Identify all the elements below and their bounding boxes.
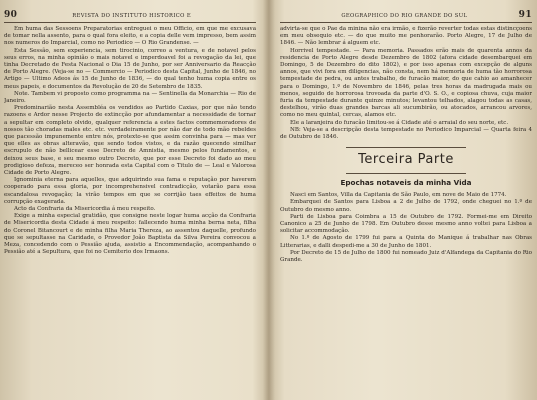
paragraph: Acto da Confraria da Misericordia á meu respeito.	[14, 206, 156, 213]
right-running-head: GEOGRAPHICO DO RIO GRANDE DO SUL	[341, 13, 468, 19]
right-page-number: 91	[518, 10, 532, 20]
paragraph: advirta-se que o Pae da minina não era irmão, e fizerão reverter todas estas distincçoens em meu obsequio etc. — do que muito me penhorarão. Porto Alegre, 17 de Julho de 1846. — Não lembrar á alguem etc.	[280, 26, 532, 47]
left-page-body	[4, 26, 256, 257]
paragraph: Nasci em Santos, Villa da Capitania de São Paulo, em nove de Maio de 1774.	[290, 192, 507, 199]
paragraph: Em huma das Sessoens Preparatorias entreguei o meu Officio, em que me excusava de tomar nella assento, para o qual fora eleito, e a copia delle vem impresso, bem assim nos numeros do Imparcial, como no Periodico — O Rio Grandense. —	[4, 26, 256, 47]
section-divider	[346, 147, 466, 148]
section-divider	[346, 173, 466, 174]
paragraph: Predominarião nesta Assembléa os vendidos ao Partido Caxias, por que não tendo razoens e Ardor nesse Projecto de extincção por afundamentar a necessidade de tornar a sepultar em completo olvido, qualquer referencia a estes factos commemoradores de nossos tão choradas males etc. etc. verdadeiramente por não dar de todo mão rebeldes que pacessão impunemente entre nós, protexto-se que assim convinha para — mas ver que elles as obras alteravão, que sendo todos vistos, e da razão quecendo similhar escrupulo de não bellicear esse Decreto de Amnistia, mesmo pelos fundamentos, e deixou seus base, e seu mesmo outro Decreto, que por esse Decreto foi dado ao meu prodigioso defeza, mereceo ser honrada esta Capital com o Titulo de — Leal e Valorosa Cidade de Porto Alegre.	[4, 105, 256, 177]
right-page-body	[280, 26, 532, 264]
paragraph: Exige a minha especial gratidão, que consigne neste logar huma acção da Confraria de Misericordia desta Cidade á meu respeito: fallecendo huma minha berna neta, filha do Coronel Bitancourt e de minha filha Maria Thereza, ao assentou daquelle, profundo que se sepultasse na Caridade, o Provedor João Baptista da Silva Pereira convocou a Meza, concedendo com o Pessião ajuda, assistio a Encommendação, acompanhando o Pessião até a Sepultura, que foi no Cemiterio dos Irmaons.	[4, 213, 256, 256]
paragraph: Parti de Lisboa para Coimbra a 15 de Outubro de 1792. Formei-me em Direito Canonico a 25 de Junho de 1798. Em Outubro desse mesmo anno voltei para Lisboa a solicitar accommodação.	[280, 213, 532, 235]
paragraph: No 1.º de Agosto de 1799 fui para a Quinta do Manique á trabalhar nas Obras Litterarias, e dalli despedi-me a 30 de Junho de 1801.	[280, 235, 532, 249]
book-gutter	[263, 0, 275, 400]
left-page-number: 90	[4, 10, 18, 20]
paragraph: Horrivel tempestade. — Para memoria. Passados erão mais de quarenta annos da residencia de Porto Alegre desde Dezembro de 1802 (afora cidade desembarquei em Domingo, 5 de Dezembro do dito 1802), e por isso apenas com excepção de alguns annos, que vivi fora em diligencias, não consta, nem há memoria de huma tão horrorosa tempestade de pedra, ou antes trabalho, de furacão maior, do que cahio ao amanhecer para o Domingo, 1.º de Novembro de 1846, pelas tres horas da madrugada mais ou menos, seguido de horrorosa trovoada da parte d'O. S. O., e copiosa chuva, cuja maior furia da tempestade durante quinze minutos; levantou telhados, alagou todas as casas, destelhou, virão duas grandes barcas ali sucumbirão, ou atocados, arrancou arvores, como no meu quintal, cercas, alamos etc.	[280, 47, 532, 119]
right-page	[280, 10, 532, 394]
left-page	[4, 10, 256, 394]
paragraph: Embarquei de Santos para Lisboa a 2 de Julho de 1792, onde cheguei no 1.º de Outubro do mesmo anno.	[280, 199, 532, 213]
paragraph: Note. Tambem vi proposto como programma na — Sentinella da Monarchia — Rio de Janeiro.	[4, 90, 256, 105]
paragraph: NB: Veja-se a descripção desta tempestade no Periodico Imparcial — Quarta feira 4 de Outubro de 1846.	[280, 126, 532, 141]
right-page-header	[280, 10, 532, 23]
part-title: Terceira Parte	[358, 152, 454, 168]
paragraph: Por Decreto de 15 de Julho de 1800 fui nomeado Juiz d'Alfandega da Capitania do Rio Grande.	[280, 249, 532, 264]
section-title: Epochas notaveis da minha Vida	[340, 178, 472, 188]
paragraph: Ele a laranjeira do furacão limitou-se á Cidade até o arraial do seu norte, etc.	[290, 119, 509, 126]
paragraph: Ignominia eterna para aquelles, que adquirindo sua fama e reputação por haverem cooperado para essa gloria, por incomprehensivel contradicção, votarão para essa escandalosa revogação; la virão tempos em que se corrijão taes effeitos de huma corrupção exagerada.	[4, 177, 256, 205]
left-running-head: REVISTA DO INSTITUTO HISTORICO E	[72, 13, 192, 19]
paragraph: Esta Sessão, sem experiencia, sem tirocinio, correo a ventura, e de notavel pelos seus erros, na minha opinião o mais notavel e imperdoavel foi a revogação da lei, que tinha Decretado de Festa Nacional o Dia 15 de Junho, por ser Anniversario da Reacção de Porto Alegre. (Veja-se no — Commercio — Periodico desta Capital, Junho de 1846, no Artigo — Ultimo Adeos ás 15 de Junho de 1836, — do qual tenho huma copia entre os meus papeis, e documentos da Revolução de 20 de Setembro de 1835.	[4, 47, 256, 90]
left-page-header	[4, 10, 256, 23]
